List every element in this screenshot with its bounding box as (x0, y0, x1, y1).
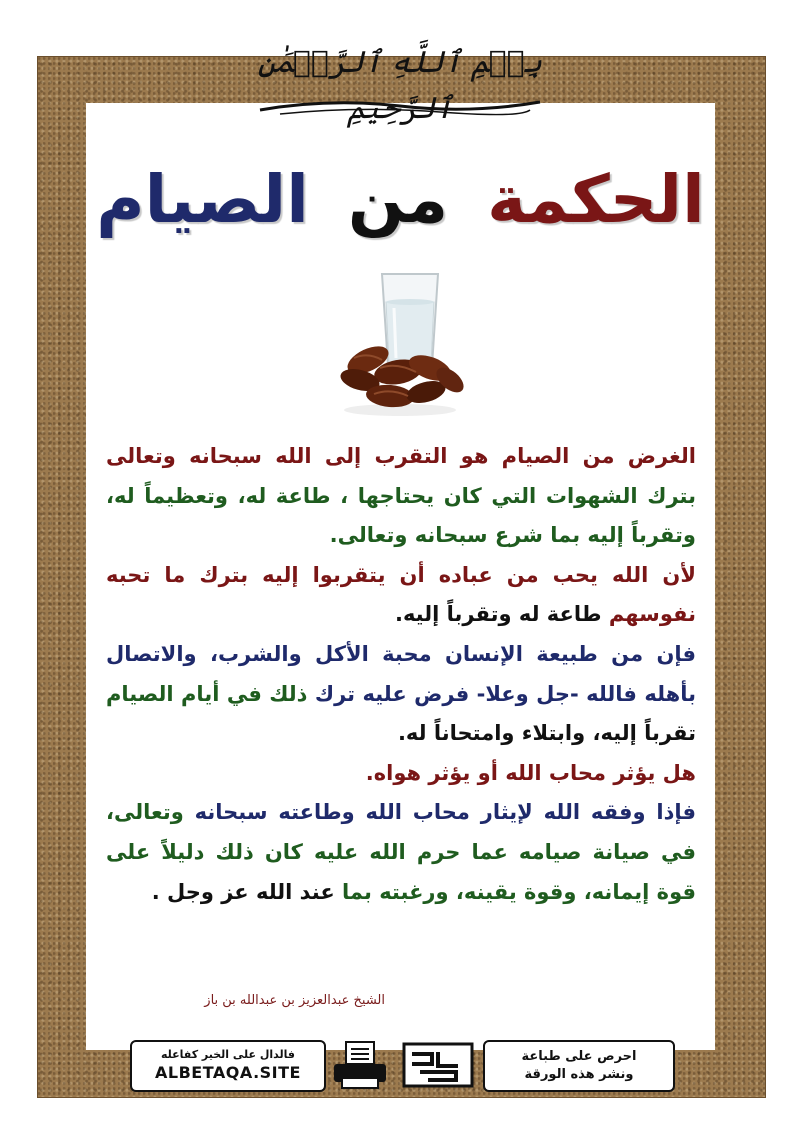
text-segment: وتعالى، في صيانة صيامه عما حرم الله عليه كان (106, 800, 696, 864)
text-segment: والاتصال بأهله فالله -جل وعلا- فرض عليه ترك (106, 641, 696, 706)
water-glass-icon (382, 274, 438, 366)
title-word-3: الصيام (96, 161, 309, 238)
text-segment: لأن الله يحب من عباده أن يتقربوا إليه بترك ما تحبه (106, 562, 696, 587)
print-share-box (483, 1040, 675, 1092)
paragraph-2 (106, 556, 696, 635)
basmala-text: بِسۡمِ ٱللَّهِ ٱلرَّحۡمَٰنِ ٱلرَّحِيمِ (257, 45, 543, 126)
text-segment: عند الله عز وجل . (151, 879, 335, 904)
page-title (86, 150, 715, 250)
text-segment: فإن من طبيعة الإنسان محبة الأكل والشرب، (209, 641, 697, 666)
text-segment: ذلك دليلاً على قوة إيمانه، وقوة يقينه، ورغبته بما (106, 839, 696, 904)
text-segment: الغرض من الصيام هو التقرب إلى الله سبحانه وتعالى (106, 444, 696, 468)
text-segment: نفوسهم (608, 602, 696, 627)
article-body (106, 437, 696, 912)
paragraph-3 (106, 635, 696, 754)
title-word-2: من (347, 161, 449, 238)
dates-and-water-illustration (330, 268, 470, 418)
footer-bar (130, 1040, 675, 1090)
print-prompt-line-2: ونشر هذه الورقة (524, 1067, 634, 1082)
text-segment: وتعظيماً له، وتقرباً إليه بما شرع سبحانه وتعالى. (106, 483, 696, 548)
text-segment: تقرباً إليه، وابتلاء وامتحاناً له. (397, 721, 696, 746)
basmala-flourish-icon (240, 40, 560, 120)
dawa-logo (398, 1040, 478, 1090)
text-segment: بترك الشهوات التي كان يحتاجها ، طاعة له، (237, 483, 696, 508)
printer-icon (330, 1040, 390, 1090)
author-signature: الشيخ عبدالعزيز بن عبدالله بن باز (204, 993, 385, 1008)
paragraph-5 (106, 793, 696, 912)
site-url: ALBETAQA.SITE (155, 1063, 301, 1082)
basmala-calligraphy (240, 40, 560, 126)
title-word-1: الحكمة (487, 161, 705, 238)
footer-tagline: فالدال على الخير كفاعله (160, 1048, 296, 1061)
text-segment: فإذا وفقه الله لإيثار محاب الله وطاعته سبحانه (194, 800, 696, 825)
print-prompt-line-1: احرص على طباعة (521, 1049, 637, 1064)
paragraph-4 (106, 754, 696, 794)
text-segment: طاعة له وتقرباً إليه. (394, 602, 602, 627)
site-info-box (130, 1040, 326, 1092)
paragraph-1 (106, 437, 696, 556)
logo-mark-icon (398, 1040, 478, 1090)
text-segment: هل يؤثر محاب الله أو يؤثر هواه. (365, 760, 696, 785)
text-segment: ذلك في أيام الصيام (106, 681, 308, 706)
